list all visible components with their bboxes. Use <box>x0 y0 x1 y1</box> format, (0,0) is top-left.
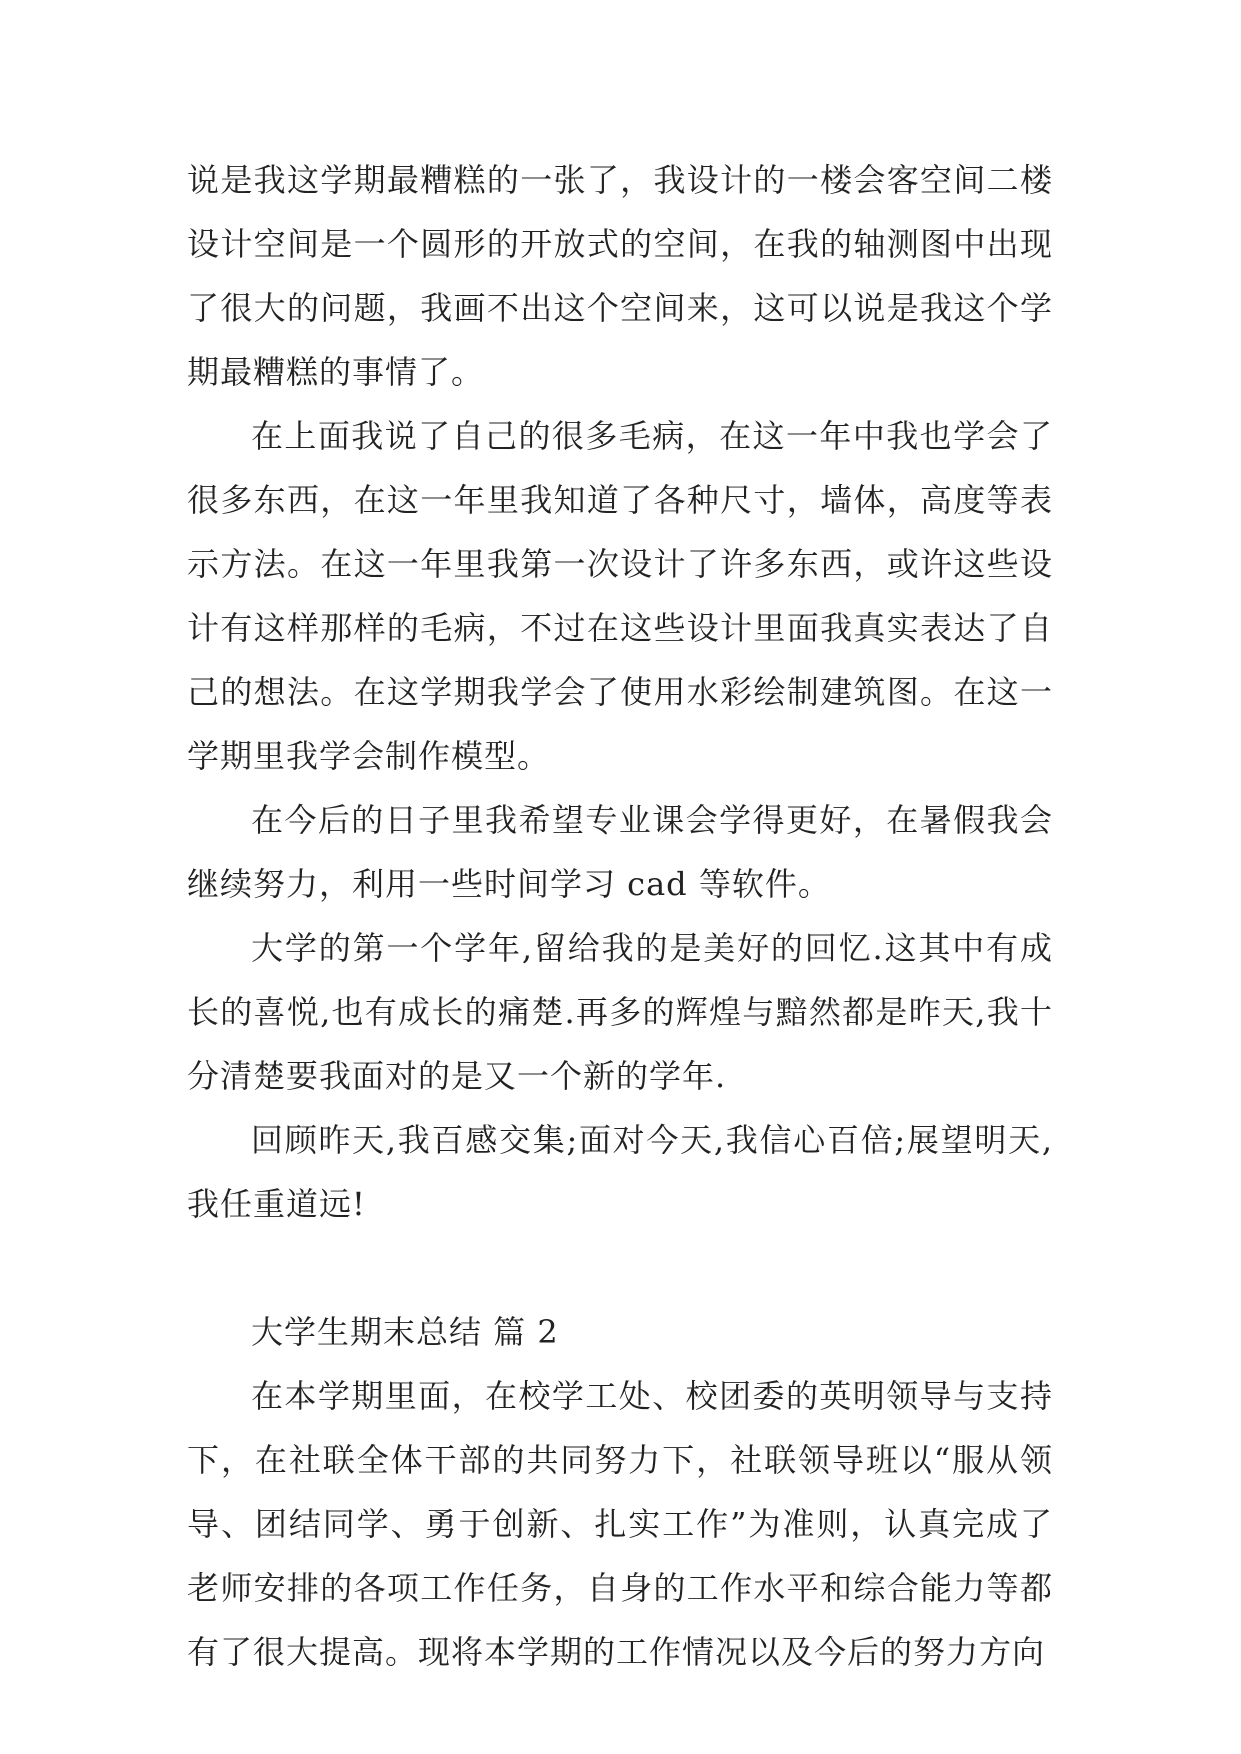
paragraph: 在本学期里面，在校学工处、校团委的英明领导与支持下，在社联全体干部的共同努力下，社联领导班以“服从领导、团结同学、勇于创新、扎实工作”为准则，认真完成了老师安排的各项工作任务，自身的工作水平和综合能力等都有了很大提高。现将本学期的工作情况以及今后的努力方向 <box>187 1377 1053 1671</box>
paragraph: 大学的第一个学年,留给我的是美好的回忆.这其中有成长的喜悦,也有成长的痛楚.再多的辉煌与黯然都是昨天,我十分清楚要我面对的是又一个新的学年. <box>187 929 1053 1095</box>
section-heading: 大学生期末总结 篇 2 <box>251 1313 559 1351</box>
paragraph: 在今后的日子里我希望专业课会学得更好，在暑假我会继续努力，利用一些时间学习 cad 等软件。 <box>187 801 1053 903</box>
paragraph: 回顾昨天,我百感交集;面对今天,我信心百倍;展望明天,我任重道远! <box>187 1121 1053 1223</box>
document-body <box>187 148 1053 1684</box>
paragraph: 在上面我说了自己的很多毛病，在这一年中我也学会了很多东西，在这一年里我知道了各种尺寸，墙体，高度等表示方法。在这一年里我第一次设计了许多东西，或许这些设计有这样那样的毛病，不过在这些设计里面我真实表达了自己的想法。在这学期我学会了使用水彩绘制建筑图。在这一学期里我学会制作模型。 <box>187 417 1053 775</box>
paragraph-continuation: 说是我这学期最糟糕的一张了，我设计的一楼会客空间二楼设计空间是一个圆形的开放式的空间，在我的轴测图中出现了很大的问题，我画不出这个空间来，这可以说是我这个学期最糟糕的事情了。 <box>187 161 1053 391</box>
section-spacer <box>187 1236 1053 1300</box>
